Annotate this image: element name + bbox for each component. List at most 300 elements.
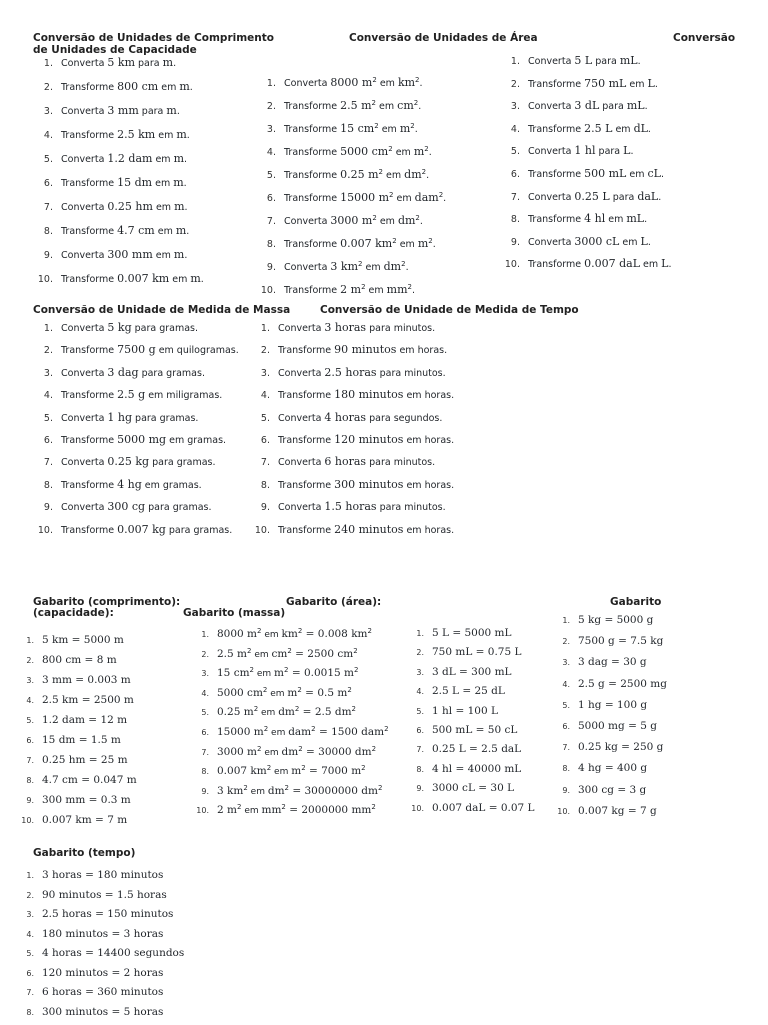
question-value: 2.5 m <box>340 99 371 112</box>
answer-item <box>14 714 137 734</box>
question-verb: Converta <box>528 237 574 248</box>
question-text <box>61 500 212 513</box>
answer-text: 0.007 kg = 7 g <box>578 805 657 817</box>
question-end: . <box>420 216 423 227</box>
question-value: 120 minutos <box>334 433 403 446</box>
item-number: 7. <box>33 457 61 468</box>
heading-gab-comprimento: Gabarito (comprimento): <box>33 596 180 608</box>
answer-item <box>14 986 184 1006</box>
answer-text: 4.7 cm = 0.047 m <box>42 774 137 786</box>
question-rest: para minutos. <box>366 457 435 468</box>
item-number: 1. <box>404 629 432 638</box>
question-connector: para <box>599 101 627 112</box>
unit-exponent: 2 <box>284 666 288 674</box>
answer-item <box>550 784 667 805</box>
item-number: 9. <box>404 784 432 793</box>
answer-item <box>14 734 137 754</box>
answer-connector: em <box>254 669 274 679</box>
answer-text: 300 cg = 3 g <box>578 784 646 796</box>
answer-item <box>404 724 535 743</box>
list-item <box>33 455 239 477</box>
answer-text: 5 L = 5000 mL <box>432 627 511 639</box>
list-item <box>33 523 239 545</box>
list-item <box>33 500 239 522</box>
target-exponent: 2 <box>414 99 418 107</box>
item-number: 5. <box>256 170 284 181</box>
question-verb: Transforme <box>528 214 584 225</box>
question-end: . <box>668 259 671 270</box>
answer-item <box>550 720 667 741</box>
list-item <box>33 478 239 500</box>
value-exponent: 2 <box>388 145 392 153</box>
question-target: m <box>400 122 410 135</box>
answer-text <box>217 706 356 718</box>
from-exponent: 2 <box>254 705 258 713</box>
question-end: . <box>630 146 633 157</box>
question-connector: em <box>379 124 400 135</box>
question-value: 1 hg <box>107 411 132 424</box>
question-target: dm <box>404 168 421 181</box>
question-rest: para minutos. <box>366 323 435 334</box>
answer-text: 500 mL = 50 cL <box>432 724 517 736</box>
value-exponent: 2 <box>361 283 365 291</box>
item-number: 5. <box>14 949 42 958</box>
question-verb: Converta <box>61 323 107 334</box>
item-number: 7. <box>189 748 217 757</box>
question-verb: Converta <box>278 368 324 379</box>
answer-item <box>14 1006 184 1025</box>
list-item <box>500 167 672 190</box>
answer-connector: em <box>251 650 271 660</box>
question-verb: Converta <box>284 216 330 227</box>
item-number: 2. <box>14 656 42 665</box>
answer-item <box>14 814 137 834</box>
item-number: 2. <box>14 891 42 900</box>
question-text <box>278 500 446 513</box>
list-item <box>250 343 454 365</box>
item-number: 1. <box>14 871 42 880</box>
question-end: . <box>648 124 651 135</box>
answer-item <box>550 805 667 826</box>
answer-text: 2.5 L = 25 dL <box>432 685 505 697</box>
answer-from: 0.25 m <box>217 706 254 718</box>
item-number: 9. <box>189 787 217 796</box>
list-gab-massa <box>550 614 667 826</box>
question-text <box>61 152 187 165</box>
question-value: 2 m <box>340 283 361 296</box>
question-target: cL <box>648 167 661 180</box>
answer-result: = 7000 m <box>306 765 362 777</box>
list-item <box>33 366 239 388</box>
item-number: 5. <box>500 146 528 157</box>
question-end: . <box>201 274 204 285</box>
answer-unit: dm <box>282 746 299 758</box>
item-number: 9. <box>550 786 578 795</box>
item-number: 6. <box>14 969 42 978</box>
question-text <box>61 104 180 117</box>
value-exponent: 2 <box>358 260 362 268</box>
result-exponent: 2 <box>372 745 376 753</box>
answer-text: 120 minutos = 2 horas <box>42 967 163 979</box>
answer-from: 0.007 km <box>217 765 267 777</box>
answer-item <box>14 908 184 928</box>
item-number: 7. <box>500 192 528 203</box>
question-rest: em horas. <box>403 390 454 401</box>
item-number: 4. <box>256 147 284 158</box>
question-verb: Transforme <box>61 130 117 141</box>
from-exponent: 2 <box>247 647 251 655</box>
result-exponent: 2 <box>371 803 375 811</box>
question-connector: em <box>169 274 190 285</box>
answer-item <box>404 782 535 801</box>
question-value: 5 kg <box>107 321 131 334</box>
question-value: 3000 cL <box>574 235 619 248</box>
question-verb: Transforme <box>284 101 340 112</box>
list-item <box>33 80 204 104</box>
question-target: mL <box>620 54 638 67</box>
question-target: L <box>661 257 668 270</box>
question-connector: em <box>377 78 398 89</box>
question-connector: em <box>155 130 176 141</box>
value-exponent: 2 <box>374 122 378 130</box>
question-connector: em <box>605 214 626 225</box>
list-capacidade <box>500 54 672 280</box>
list-comprimento <box>33 56 204 296</box>
list-item <box>256 260 446 283</box>
item-number: 2. <box>189 650 217 659</box>
question-text <box>61 200 188 213</box>
question-value: 5 L <box>574 54 592 67</box>
item-number: 6. <box>189 728 217 737</box>
answer-text <box>217 765 366 777</box>
question-connector: para <box>139 106 167 117</box>
question-target: mL <box>626 212 644 225</box>
item-number: 6. <box>404 726 432 735</box>
answer-item <box>404 627 535 646</box>
value-exponent: 2 <box>392 237 396 245</box>
question-end: . <box>644 214 647 225</box>
answer-item <box>14 654 137 674</box>
question-end: . <box>661 169 664 180</box>
answer-unit: dm <box>268 785 285 797</box>
unit-exponent: 2 <box>297 686 301 694</box>
list-item <box>500 190 672 213</box>
unit-exponent: 2 <box>298 627 302 635</box>
item-number: 5. <box>250 413 278 424</box>
question-target: m <box>418 237 428 250</box>
item-number: 6. <box>256 193 284 204</box>
question-connector: em <box>153 250 174 261</box>
question-verb: Converta <box>528 56 574 67</box>
answer-item <box>14 947 184 967</box>
question-target: cm <box>397 99 414 112</box>
answer-from: 8000 m <box>217 628 257 640</box>
question-text <box>528 99 648 112</box>
question-verb: Transforme <box>278 390 334 401</box>
question-text <box>528 122 651 135</box>
question-rest: em horas. <box>403 480 454 491</box>
question-rest: em quilogramas. <box>156 345 239 356</box>
question-end: . <box>655 79 658 90</box>
answer-item <box>14 869 184 889</box>
list-item <box>33 321 239 343</box>
answer-text: 6 horas = 360 minutos <box>42 986 163 998</box>
item-number: 3. <box>500 101 528 112</box>
item-number: 10. <box>33 525 61 536</box>
question-text <box>61 224 189 237</box>
question-rest: em gramas. <box>166 435 226 446</box>
question-end: . <box>418 101 421 112</box>
from-exponent: 2 <box>263 686 267 694</box>
question-value: 3 horas <box>324 321 366 334</box>
item-number: 9. <box>33 250 61 261</box>
answer-text: 4 horas = 14400 segundos <box>42 947 184 959</box>
question-target: mL <box>627 99 645 112</box>
item-number: 6. <box>250 435 278 446</box>
question-target: m <box>163 56 173 69</box>
question-connector: em <box>626 169 647 180</box>
question-end: . <box>186 226 189 237</box>
answer-item <box>550 635 667 656</box>
question-verb: Transforme <box>61 274 117 285</box>
list-item <box>256 168 446 191</box>
result-exponent: 2 <box>347 686 351 694</box>
item-number: 10. <box>189 806 217 815</box>
question-target: m <box>176 128 186 141</box>
question-rest: em miligramas. <box>145 390 222 401</box>
question-verb: Transforme <box>278 435 334 446</box>
list-item <box>500 99 672 122</box>
question-text <box>61 388 222 401</box>
question-value: 500 mL <box>584 167 626 180</box>
target-exponent: 2 <box>410 122 414 130</box>
list-gab-capacidade <box>404 627 535 821</box>
answer-from: 2.5 m <box>217 648 247 660</box>
list-item <box>500 122 672 145</box>
list-massa <box>33 321 239 545</box>
question-verb: Converta <box>278 323 324 334</box>
question-rest: para gramas. <box>139 368 205 379</box>
answer-connector: em <box>262 630 282 640</box>
question-connector: em <box>377 216 398 227</box>
item-number: 5. <box>14 716 42 725</box>
question-text <box>528 212 647 225</box>
item-number: 10. <box>256 285 284 296</box>
item-number: 10. <box>550 807 578 816</box>
question-value: 2.5 L <box>584 122 612 135</box>
answer-item <box>404 646 535 665</box>
question-target: L <box>623 144 630 157</box>
question-verb: Converta <box>284 78 330 89</box>
list-item <box>256 283 446 306</box>
question-text <box>61 455 216 468</box>
item-number: 6. <box>14 736 42 745</box>
question-text <box>284 122 418 135</box>
answer-text: 0.007 km = 7 m <box>42 814 127 826</box>
answer-item <box>189 648 389 668</box>
result-exponent: 2 <box>368 627 372 635</box>
answer-text <box>217 726 389 738</box>
question-value: 5 km <box>107 56 135 69</box>
question-text <box>61 248 187 261</box>
answer-unit: mm <box>261 804 281 816</box>
answer-item <box>404 666 535 685</box>
item-number: 4. <box>14 930 42 939</box>
answer-item <box>14 674 137 694</box>
list-item <box>500 77 672 100</box>
question-text <box>284 145 432 158</box>
question-value: 300 mm <box>107 248 152 261</box>
question-text <box>528 54 641 67</box>
item-number: 4. <box>33 390 61 401</box>
question-connector: para <box>135 58 163 69</box>
question-value: 8000 m <box>330 76 372 89</box>
question-text <box>528 77 658 90</box>
question-value: 0.007 km <box>117 272 169 285</box>
question-text <box>284 214 423 227</box>
question-value: 4.7 cm <box>117 224 155 237</box>
question-end: . <box>184 154 187 165</box>
heading-tempo: Conversão de Unidade de Medida de Tempo <box>320 304 579 316</box>
item-number: 2. <box>33 345 61 356</box>
item-number: 2. <box>256 101 284 112</box>
answer-item <box>189 706 389 726</box>
result-exponent: 2 <box>361 764 365 772</box>
question-verb: Transforme <box>61 390 117 401</box>
question-target: m <box>190 272 200 285</box>
answer-text: 3000 cL = 30 L <box>432 782 514 794</box>
question-verb: Converta <box>284 262 330 273</box>
question-value: 0.007 kg <box>117 523 166 536</box>
question-value: 0.007 km <box>340 237 392 250</box>
question-text <box>284 99 421 112</box>
answer-item <box>550 741 667 762</box>
item-number: 5. <box>550 701 578 710</box>
answer-item <box>189 726 389 746</box>
item-number: 7. <box>250 457 278 468</box>
item-number: 10. <box>33 274 61 285</box>
answer-text: 15 dm = 1.5 m <box>42 734 121 746</box>
list-item <box>250 500 454 522</box>
item-number: 4. <box>33 130 61 141</box>
question-value: 5000 mg <box>117 433 166 446</box>
list-item <box>250 433 454 455</box>
answer-unit: m <box>291 765 301 777</box>
answer-result: = 2.5 dm <box>299 706 351 718</box>
answer-text: 1.2 dam = 12 m <box>42 714 127 726</box>
question-value: 5000 cm <box>340 145 388 158</box>
question-text <box>61 478 202 491</box>
answer-item <box>189 765 389 785</box>
list-tempo <box>250 321 454 545</box>
question-end: . <box>658 192 661 203</box>
answer-item <box>404 763 535 782</box>
question-verb: Transforme <box>528 79 584 90</box>
question-target: m <box>176 224 186 237</box>
item-number: 2. <box>33 82 61 93</box>
question-target: m <box>173 176 183 189</box>
question-value: 3 km <box>330 260 358 273</box>
answer-result: = 0.5 m <box>302 687 347 699</box>
item-number: 8. <box>550 764 578 773</box>
target-exponent: 2 <box>428 237 432 245</box>
question-verb: Converta <box>61 457 107 468</box>
question-end: . <box>433 239 436 250</box>
answer-text: 2.5 g = 2500 mg <box>578 678 667 690</box>
question-verb: Converta <box>528 192 574 203</box>
question-text <box>284 191 446 204</box>
heading-area: Conversão de Unidades de Área <box>349 32 538 44</box>
question-verb: Transforme <box>284 124 340 135</box>
question-end: . <box>638 56 641 67</box>
question-value: 240 minutos <box>334 523 403 536</box>
list-item <box>250 388 454 410</box>
value-exponent: 2 <box>372 76 376 84</box>
item-number: 10. <box>404 804 432 813</box>
list-item <box>33 388 239 410</box>
answer-result: = 30000 dm <box>303 746 372 758</box>
from-exponent: 2 <box>267 764 271 772</box>
question-end: . <box>415 124 418 135</box>
question-value: 0.25 L <box>574 190 609 203</box>
answer-unit: cm <box>272 648 288 660</box>
question-text <box>278 433 454 446</box>
answer-connector: em <box>248 787 268 797</box>
item-number: 10. <box>14 816 42 825</box>
question-connector: em <box>366 285 387 296</box>
item-number: 5. <box>189 708 217 717</box>
question-connector: em <box>619 237 640 248</box>
question-target: m <box>166 104 176 117</box>
list-item <box>250 366 454 388</box>
question-text <box>278 366 446 379</box>
question-verb: Transforme <box>61 480 117 491</box>
answer-unit: km <box>282 628 298 640</box>
answer-text: 3 dL = 300 mL <box>432 666 512 678</box>
question-connector: para <box>596 146 624 157</box>
question-rest: para gramas. <box>149 457 215 468</box>
answer-text: 4 hl = 40000 mL <box>432 763 521 775</box>
question-value: 90 minutos <box>334 343 396 356</box>
question-verb: Converta <box>61 368 107 379</box>
question-target: L <box>641 235 648 248</box>
item-number: 3. <box>14 910 42 919</box>
question-verb: Transforme <box>284 147 340 158</box>
answer-item <box>14 634 137 654</box>
answer-item <box>404 802 535 821</box>
question-text <box>528 167 664 180</box>
question-connector: em <box>153 202 174 213</box>
list-item <box>500 212 672 235</box>
question-text <box>278 343 447 356</box>
question-text <box>528 235 651 248</box>
item-number: 10. <box>500 259 528 270</box>
item-number: 8. <box>250 480 278 491</box>
unit-exponent: 2 <box>281 803 285 811</box>
item-number: 1. <box>33 58 61 69</box>
heading-gab-capacidade: (capacidade): <box>33 607 114 619</box>
answer-item <box>189 628 389 648</box>
answer-result: = 0.008 km <box>302 628 367 640</box>
answer-item <box>14 754 137 774</box>
question-text <box>284 168 429 181</box>
answer-text: 750 mL = 0.75 L <box>432 646 521 658</box>
item-number: 8. <box>256 239 284 250</box>
answer-item <box>404 743 535 762</box>
answer-text <box>217 804 376 816</box>
question-value: 1.2 dam <box>107 152 152 165</box>
list-item <box>256 145 446 168</box>
